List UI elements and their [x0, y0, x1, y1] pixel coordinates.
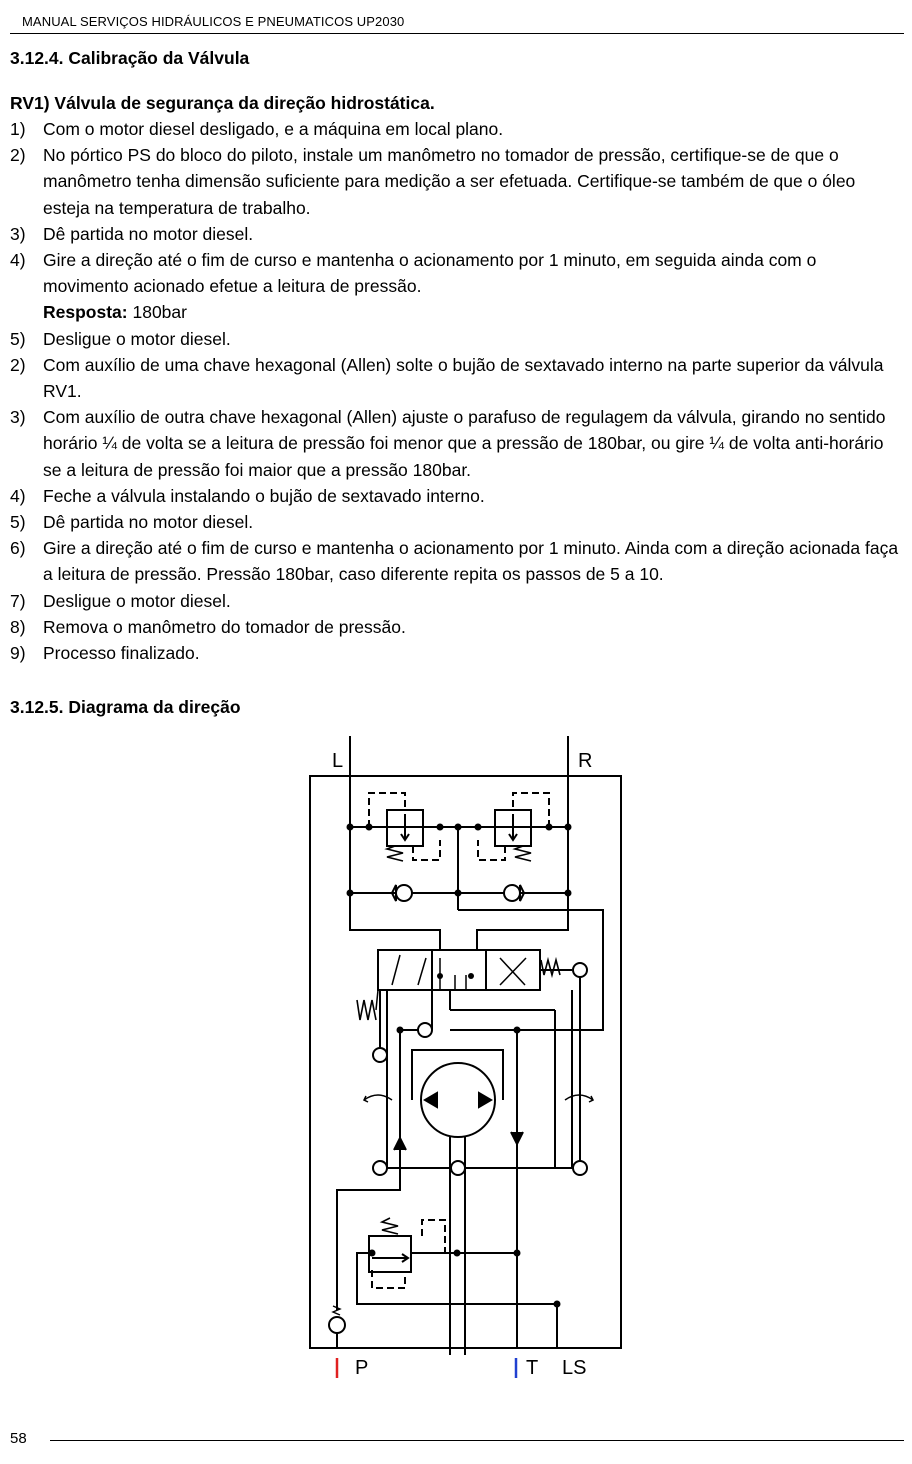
- check-valve-p: [329, 1317, 345, 1333]
- port-label-l: L: [332, 750, 344, 772]
- spring-icon: [382, 1218, 398, 1234]
- spring-icon: [357, 1000, 376, 1020]
- list-item: 9) Processo finalizado.: [10, 643, 200, 664]
- list-item: 4) Feche a válvula instalando o bujão de sextavado interno.: [10, 485, 485, 506]
- section-title-calibration: 3.12.4. Calibração da Válvula: [10, 48, 250, 68]
- list-item: 4) Gire a direção até o fim de curso e mantenha o acionamento por 1 minuto, em seguida ainda com o movimento acionado efetue a leitura de pressão. Resposta: 180bar: [10, 250, 817, 323]
- page-header: MANUAL SERVIÇOS HIDRÁULICOS E PNEUMATICOS UP2030: [22, 14, 405, 29]
- port-label-ls: LS: [562, 1357, 587, 1379]
- header-rule: [10, 33, 904, 34]
- list-item: 2) Com auxílio de uma chave hexagonal (Allen) solte o bujão de sextavado interno na parte superior da válvula RV1.: [10, 354, 884, 402]
- procedure-list: [10, 116, 905, 666]
- answer-value: 180bar: [132, 302, 187, 323]
- list-item: 6) Gire a direção até o fim de curso e mantenha o acionamento por 1 minuto. Ainda com a direção acionada faça a leitura de pressão. Pressão 180bar, caso diferente repita os passos de 5 a 10.: [10, 538, 899, 585]
- answer-label: Resposta:: [43, 302, 128, 323]
- list-item: 5) Desligue o motor diesel.: [10, 328, 231, 349]
- list-item: 3) Dê partida no motor diesel.: [10, 223, 254, 244]
- list-item: 3) Com auxílio de outra chave hexagonal (Allen) ajuste o parafuso de regulagem da válvula, girando no sentido horário ¼ de volta se a leitura de pressão foi menor que a pressão de 180bar, ou gire ¼ de volta anti-horário se a leitura de pressão foi maior que a pressão 180bar.: [10, 407, 886, 480]
- list-item: 5) Dê partida no motor diesel.: [10, 512, 254, 533]
- port-label-r: R: [578, 750, 593, 772]
- check-valve-center: [418, 1023, 432, 1037]
- spring-icon: [515, 846, 531, 861]
- spring-icon: [541, 960, 560, 975]
- list-item: 8) Remova o manômetro do tomador de pressão.: [10, 616, 406, 637]
- steering-hydraulic-diagram: [290, 730, 630, 1390]
- page-number: 58: [10, 1430, 27, 1447]
- line-r: [477, 736, 568, 950]
- line-l: [350, 736, 440, 950]
- port-label-t: T: [526, 1357, 539, 1379]
- check-valve-right: [504, 885, 520, 901]
- control-valve: [378, 950, 540, 990]
- list-item: 2) No pórtico PS do bloco do piloto, instale um manômetro no tomador de pressão, certifique-se de que o manômetro tenha dimensão suficiente para medição a ser efetuada. Certifique-se também de que o óleo esteja na temperatura de trabalho.: [10, 145, 856, 218]
- subsection-title-rv1: RV1) Válvula de segurança da direção hidrostática.: [10, 93, 435, 113]
- list-item: 1) Com o motor diesel desligado, e a máquina em local plano.: [10, 119, 504, 139]
- section-title-steering-diagram: 3.12.5. Diagrama da direção: [10, 697, 241, 717]
- list-item: 7) Desligue o motor diesel.: [10, 590, 231, 611]
- check-valve-left: [396, 885, 412, 901]
- footer-rule: [50, 1440, 904, 1441]
- spring-icon: [387, 846, 403, 861]
- port-label-p: P: [355, 1357, 369, 1379]
